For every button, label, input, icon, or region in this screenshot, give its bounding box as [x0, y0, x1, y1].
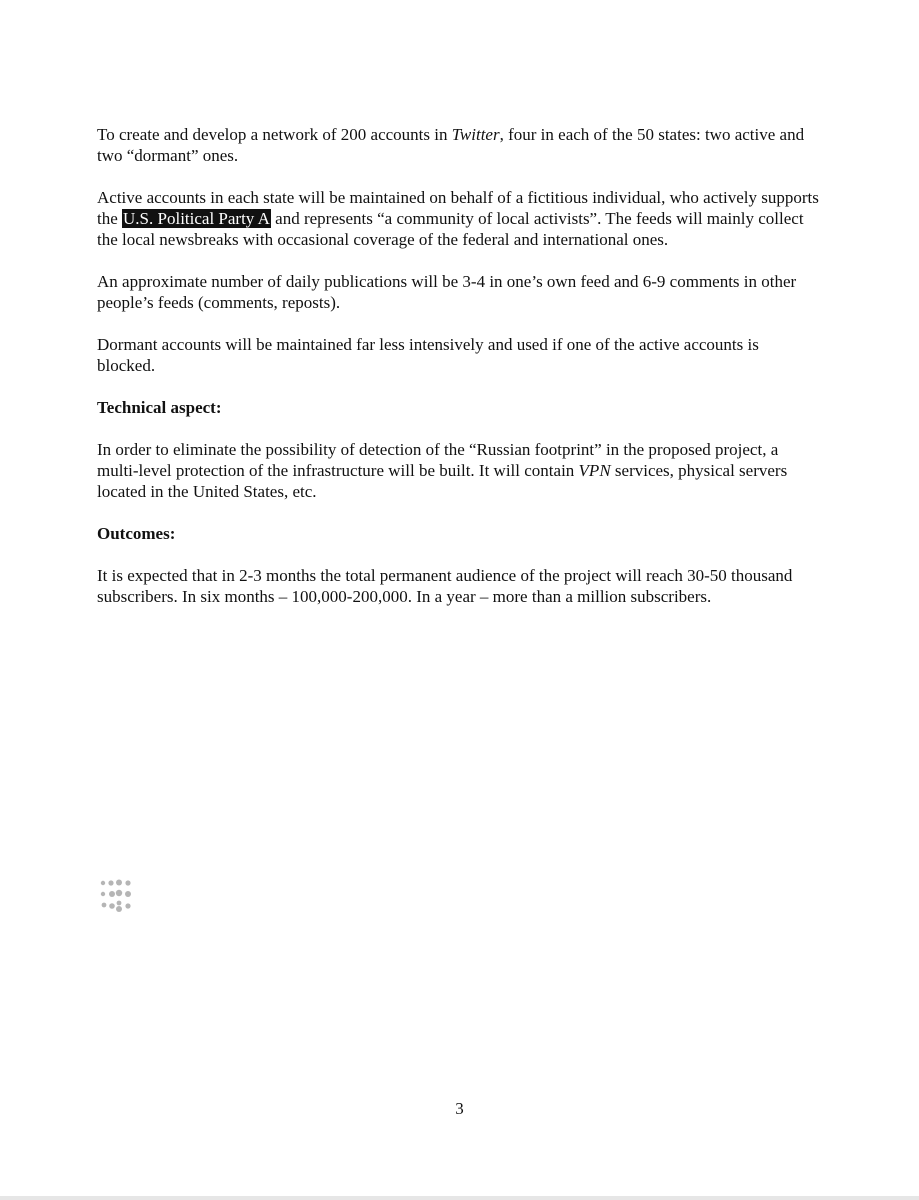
- heading-technical-aspect: Technical aspect:: [97, 398, 222, 417]
- paragraph-text: To create and develop a network of 200 accounts in: [97, 125, 452, 144]
- paragraph-text: Active accounts in each state will be maintained on behalf of a fictitious individual, who actively supports the: [97, 188, 819, 228]
- dot-grid-icon-svg: [99, 879, 139, 915]
- paragraph-technical: [97, 439, 819, 502]
- dot-grid-icon: [99, 879, 139, 915]
- paragraph-text: In order to eliminate the possibility of detection of the “Russian footprint” in the proposed project, a multi-level protection of the infrastructure will be built. It will contain: [97, 440, 779, 480]
- redacted-party-name: U.S. Political Party A: [123, 209, 270, 228]
- platform-name: Twitter: [451, 125, 500, 144]
- paragraph-active-accounts: [97, 187, 819, 250]
- page-number: 3: [455, 1099, 464, 1118]
- document-body: [97, 124, 819, 628]
- paragraph-text: and represents “a community of local activists”. The feeds will mainly collect the local newsbreaks with occasional coverage of the federal and international ones.: [97, 209, 804, 249]
- paragraph-outcomes: It is expected that in 2-3 months the total permanent audience of the project will reach 30-50 thousand subscribers. In six months – 100,000-200,000. In a year – more than a million subscribers.: [97, 566, 793, 606]
- vpn-term: VPN: [578, 461, 611, 480]
- heading-outcomes: Outcomes:: [97, 524, 176, 543]
- paragraph-dormant-accounts: Dormant accounts will be maintained far less intensively and used if one of the active accounts is blocked.: [97, 335, 759, 375]
- page-bottom-edge: [0, 1196, 919, 1200]
- paragraph-daily-publications: An approximate number of daily publications will be 3-4 in one’s own feed and 6-9 comments in other people’s feeds (comments, reposts).: [97, 272, 797, 312]
- paragraph-text: services, physical servers located in the United States, etc.: [97, 461, 788, 501]
- paragraph-text: , four in each of the 50 states: two active and two “dormant” ones.: [97, 125, 805, 165]
- paragraph-twitter-network: [97, 124, 819, 166]
